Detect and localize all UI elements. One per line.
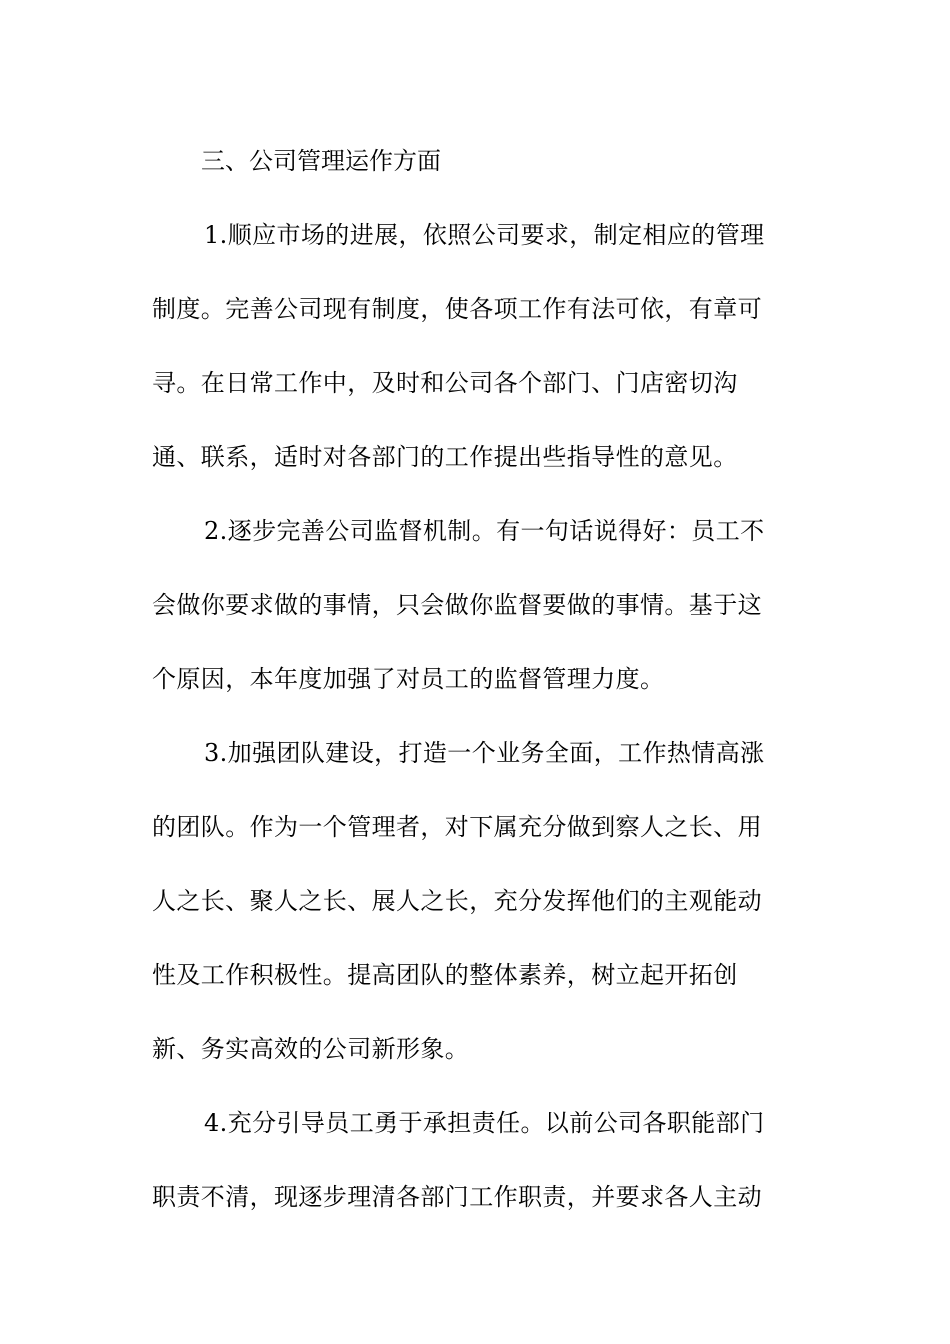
paragraph-line: 4.充分引导员工勇于承担责任。以前公司各职能部门 xyxy=(204,1109,765,1137)
paragraph-line: 1.顺应市场的进展，依照公司要求，制定相应的管理 xyxy=(204,221,765,249)
paragraph-line: 制度。完善公司现有制度，使各项工作有法可依，有章可 xyxy=(152,295,762,323)
paragraph-line: 3.加强团队建设，打造一个业务全面，工作热情高涨 xyxy=(204,739,765,767)
paragraph-1 xyxy=(152,198,792,494)
paragraph-4 xyxy=(152,1086,792,1234)
paragraph-line: 新、务实高效的公司新形象。 xyxy=(152,1035,470,1063)
paragraph-line: 个原因，本年度加强了对员工的监督管理力度。 xyxy=(152,665,665,693)
paragraph-line: 通、联系，适时对各部门的工作提出些指导性的意见。 xyxy=(152,443,738,471)
paragraph-line: 的团队。作为一个管理者，对下属充分做到察人之长、用 xyxy=(152,813,762,841)
paragraph-2 xyxy=(152,494,792,716)
paragraph-line: 会做你要求做的事情，只会做你监督要做的事情。基于这 xyxy=(152,591,762,619)
paragraph-line: 人之长、聚人之长、展人之长，充分发挥他们的主观能动 xyxy=(152,887,762,915)
paragraph-line: 职责不清，现逐步理清各部门工作职责，并要求各人主动 xyxy=(152,1183,762,1211)
paragraph-line: 2.逐步完善公司监督机制。有一句话说得好：员工不 xyxy=(204,517,765,545)
paragraph-3 xyxy=(152,716,792,1086)
section-heading: 三、公司管理运作方面 xyxy=(201,147,441,175)
document-body xyxy=(152,124,792,1234)
paragraph-line: 性及工作积极性。提高团队的整体素养，树立起开拓创 xyxy=(152,961,738,989)
paragraph-line: 寻。在日常工作中，及时和公司各个部门、门店密切沟 xyxy=(152,369,738,397)
